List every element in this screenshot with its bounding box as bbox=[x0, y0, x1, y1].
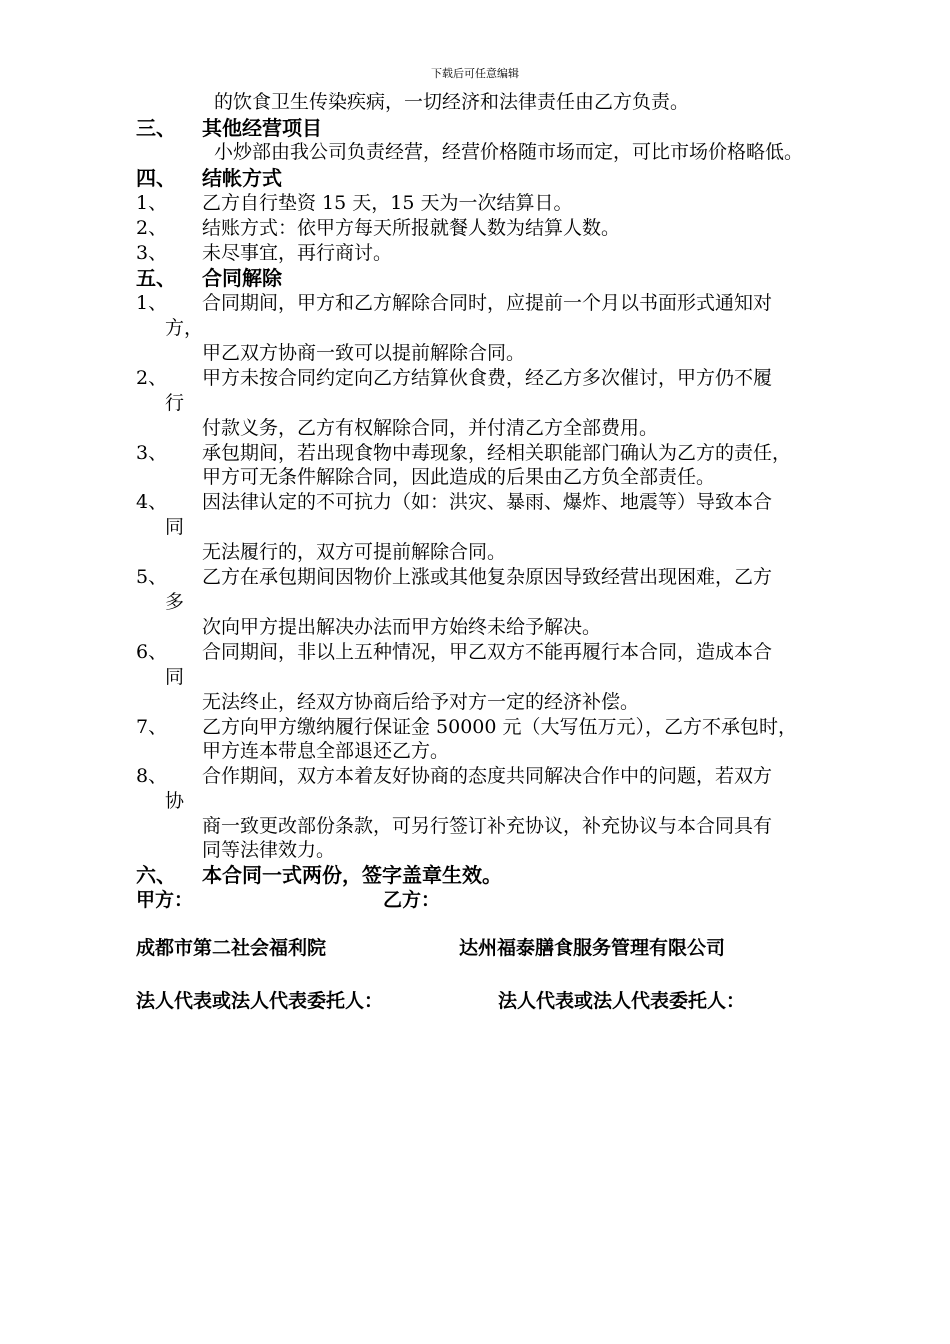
section-5-item-7-line-3: 甲方连本带息全部退还乙方。 bbox=[202, 740, 450, 762]
section-5-item-1-line-1: 合同期间，甲方和乙方解除合同时，应提前一个月以书面形式通知对 bbox=[202, 292, 773, 314]
section-5-item-8-line-1: 合作期间，双方本着友好协商的态度共同解决合作中的问题，若双方 bbox=[202, 765, 773, 787]
section-5-item-1-line-3: 甲乙双方协商一致可以提前解除合同。 bbox=[202, 342, 526, 364]
section-4-item-3-text: 未尽事宜，再行商讨。 bbox=[202, 242, 393, 264]
section-5-item-4-line-2: 同 bbox=[165, 516, 185, 538]
section-3-number: 三、 bbox=[136, 116, 176, 140]
section-5-item-1-number: 1、 bbox=[136, 292, 168, 314]
section-5-item-5-line-2: 多 bbox=[165, 591, 185, 613]
section-5-item-2-line-3: 付款义务，乙方有权解除合同，并付清乙方全部费用。 bbox=[202, 417, 659, 439]
section-6-title: 本合同一式两份，签字盖章生效。 bbox=[202, 863, 502, 887]
section-5-number: 五、 bbox=[136, 266, 176, 290]
section-4-item-2-text: 结账方式：依甲方每天所报就餐人数为结算人数。 bbox=[202, 217, 621, 239]
section-5-item-6-line-3: 无法终止，经双方协商后给予对方一定的经济补偿。 bbox=[202, 691, 640, 713]
section-5-item-6-line-2: 同 bbox=[165, 666, 185, 688]
section-5-item-8-line-4: 同等法律效力。 bbox=[202, 839, 336, 861]
section-3-body: 小炒部由我公司负责经营，经营价格随市场而定，可比市场价格略低。 bbox=[214, 141, 804, 163]
section-4-item-3-number: 3、 bbox=[136, 242, 168, 264]
section-4-item-2-number: 2、 bbox=[136, 217, 168, 239]
section-5-item-2-line-1: 甲方未按合同约定向乙方结算伙食费，经乙方多次催讨，甲方仍不履 bbox=[202, 367, 773, 389]
party-b-name: 达州福泰膳食服务管理有限公司 bbox=[459, 937, 726, 959]
section-5-item-3-line-3: 甲方可无条件解除合同，因此造成的后果由乙方负全部责任。 bbox=[202, 466, 716, 488]
party-b-label: 乙方： bbox=[383, 889, 441, 911]
section-3-title: 其他经营项目 bbox=[202, 116, 322, 140]
section-5-item-8-number: 8、 bbox=[136, 765, 168, 787]
section-5-item-5-line-3: 次向甲方提出解决办法而甲方始终未给予解决。 bbox=[202, 616, 602, 638]
section-4-item-1-text: 乙方自行垫资 15 天，15 天为一次结算日。 bbox=[202, 192, 573, 214]
party-b-representative: 法人代表或法人代表委托人： bbox=[498, 990, 746, 1012]
section-5-item-2-line-2: 行 bbox=[165, 392, 185, 414]
party-a-representative: 法人代表或法人代表委托人： bbox=[136, 990, 384, 1012]
section-5-title: 合同解除 bbox=[202, 266, 282, 290]
section-6-number: 六、 bbox=[136, 863, 176, 887]
section-5-item-7-line-1: 乙方向甲方缴纳履行保证金 50000 元（大写伍万元），乙方不承包时， bbox=[202, 716, 798, 738]
section-5-item-7-number: 7、 bbox=[136, 716, 168, 738]
section-4-title: 结帐方式 bbox=[202, 166, 282, 190]
section-5-item-5-number: 5、 bbox=[136, 566, 168, 588]
party-a-label: 甲方： bbox=[136, 889, 194, 911]
section-5-item-8-line-3: 商一致更改部份条款，可另行签订补充协议，补充协议与本合同具有 bbox=[202, 815, 773, 837]
section-5-item-6-line-1: 合同期间，非以上五种情况，甲乙双方不能再履行本合同，造成本合 bbox=[202, 641, 773, 663]
section-5-item-4-line-3: 无法履行的，双方可提前解除合同。 bbox=[202, 541, 507, 563]
section-4-item-1-number: 1、 bbox=[136, 192, 168, 214]
section-5-item-3-number: 3、 bbox=[136, 442, 168, 464]
section-5-item-2-number: 2、 bbox=[136, 367, 168, 389]
section-5-item-8-line-2: 协 bbox=[165, 790, 185, 812]
section-4-number: 四、 bbox=[136, 166, 176, 190]
section-5-item-3-line-1: 承包期间，若出现食物中毒现象，经相关职能部门确认为乙方的责任， bbox=[202, 442, 792, 464]
section-5-item-4-number: 4、 bbox=[136, 491, 168, 513]
party-a-name: 成都市第二社会福利院 bbox=[136, 937, 327, 959]
section-5-item-6-number: 6、 bbox=[136, 641, 168, 663]
section-5-item-4-line-1: 因法律认定的不可抗力（如：洪灾、暴雨、爆炸、地震等）导致本合 bbox=[202, 491, 773, 513]
section-5-item-1-line-2: 方， bbox=[165, 317, 204, 339]
intro-tail-text: 的饮食卫生传染疾病，一切经济和法律责任由乙方负责。 bbox=[214, 91, 690, 113]
header-note: 下载后可任意编辑 bbox=[431, 67, 519, 80]
section-5-item-5-line-1: 乙方在承包期间因物价上涨或其他复杂原因导致经营出现困难，乙方 bbox=[202, 566, 773, 588]
